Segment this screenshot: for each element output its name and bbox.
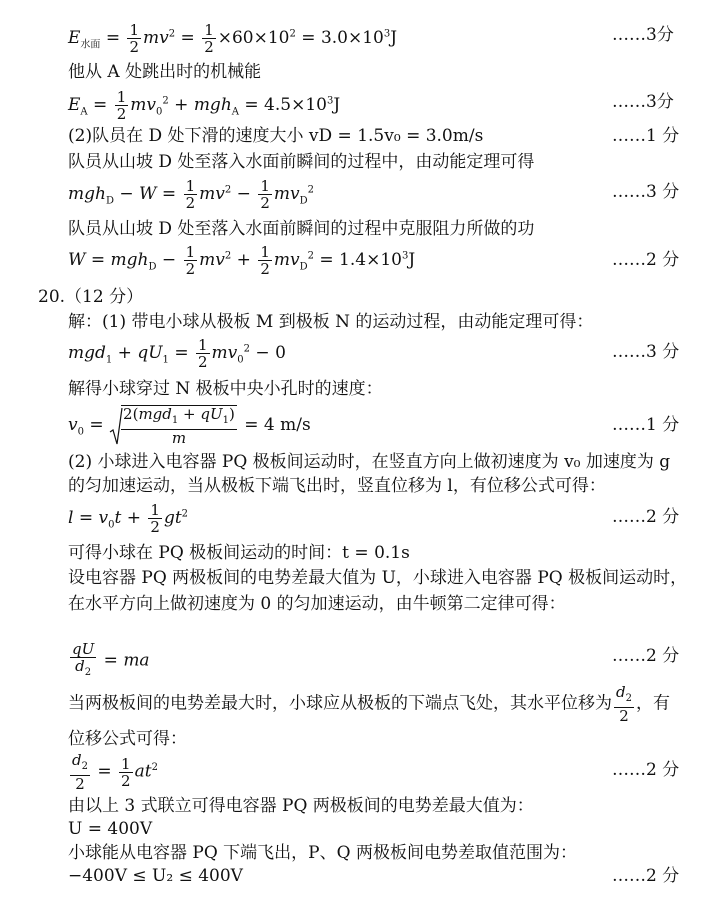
score-10: ……2 分 [612,760,680,780]
equation-mn-energy: $mgd_1 + qU_1$ = $\frac{1}{2}$ $mv_0^2 - 0$ [68,336,286,371]
text-line-19: 在水平方向上做初速度为 0 的匀加速运动，由牛顿第二定律可得： [68,594,566,614]
score-6: ……3 分 [612,342,680,362]
equation-horizontal: $\frac{d_2}{2}$ = $\frac{1}{2}$ $at^2$ [72,751,158,793]
score-1: ……3分 [612,25,674,45]
text-line-10: 解：(1) 带电小球从极板 M 到极板 N 的运动过程，由动能定理可得： [68,312,594,332]
text-line-22: 位移公式可得： [68,729,187,749]
text-line-5: 队员从山坡 D 处至落入水面前瞬间的过程中，由动能定理可得 [68,152,535,172]
equation-v0: $v_0$ = $\frac{2(mgd_1 + qU_1)}{m}$ = 4 m/s [68,405,311,447]
text-line-17: 可得小球在 PQ 极板间运动的时间：t = 0.1s [68,543,410,563]
score-7: ……1 分 [612,415,680,435]
equation-resistance-work: W = mgh$_D$ − $\frac{1}{2}$ $mv^2$ + $\frac{1}{2}$ $mv_D^2 = 1.4\times 10^3J$ [68,243,416,278]
text-line-2: 他从 A 处跳出时的机械能 [68,62,262,82]
equation-newton: $\frac{qU}{d_2}$ = ma [72,640,150,678]
text-line-14: (2) 小球进入电容器 PQ 极板间运动时，在竖直方向上做初速度为 v₀ 加速度为 g [68,452,671,472]
equation-work-energy: mgh$_D$ − W = $\frac{1}{2}$ $mv^2$ − $\frac{1}{2}$ $mv_D^2$ [68,177,314,212]
score-4: ……3 分 [612,182,680,202]
text-line-21: 当两极板间的电势差最大时，小球应从极板的下端点飞处，其水平位移为 $\frac{d_2}{2}$ ，有 [68,683,670,725]
score-11: ……2 分 [612,866,680,886]
text-line-12: 解得小球穿过 N 极板中央小孔时的速度： [68,379,383,399]
equation-displacement: $l = v_0t$ + $\frac{1}{2}$ $gt^2$ [68,501,189,536]
score-2: ……3分 [612,92,674,112]
equation-energy-a: $E_A$ = $\frac{1}{2}$ $mv_0^2 + mgh_A = 4.5\times 10^3J$ [68,88,341,123]
text-line-27: −400V ≤ U₂ ≤ 400V [68,866,243,886]
text-line-25: U = 400V [68,819,153,839]
text-line-4: (2)队员在 D 处下滑的速度大小 vD = 1.5v₀ = 3.0m/s [68,126,484,146]
text-line-24: 由以上 3 式联立可得电容器 PQ 两极板间的电势差最大值为： [68,796,534,816]
score-8: ……2 分 [612,507,680,527]
text-line-26: 小球能从电容器 PQ 下端飞出，P、Q 两极板间电势差取值范围为： [68,843,577,863]
question-20-header: 20.（12 分） [38,287,144,307]
text-line-21-part2: ，有 [635,693,670,714]
score-5: ……2 分 [612,250,680,270]
equation-water-energy: $E_{水面}$ = $\frac{1}{2}$ $mv^2$ = $\frac{1}{2}$ $\times 60\times 10^2 = 3.0\times 10^3J$ [68,21,398,56]
score-3: ……1 分 [612,126,680,146]
score-9: ……2 分 [612,646,680,666]
text-line-18: 设电容器 PQ 两极板间的电势差最大值为 U，小球进入电容器 PQ 极板间运动时， [68,568,688,588]
text-line-7: 队员从山坡 D 处至落入水面前瞬间的过程中克服阻力所做的功 [68,219,535,239]
text-line-15: 的匀加速运动，当从极板下端飞出时，竖直位移为 l，有位移公式可得： [68,476,606,496]
text-line-21-part1: 当两极板间的电势差最大时，小球应从极板的下端点飞处，其水平位移为 [68,693,612,714]
